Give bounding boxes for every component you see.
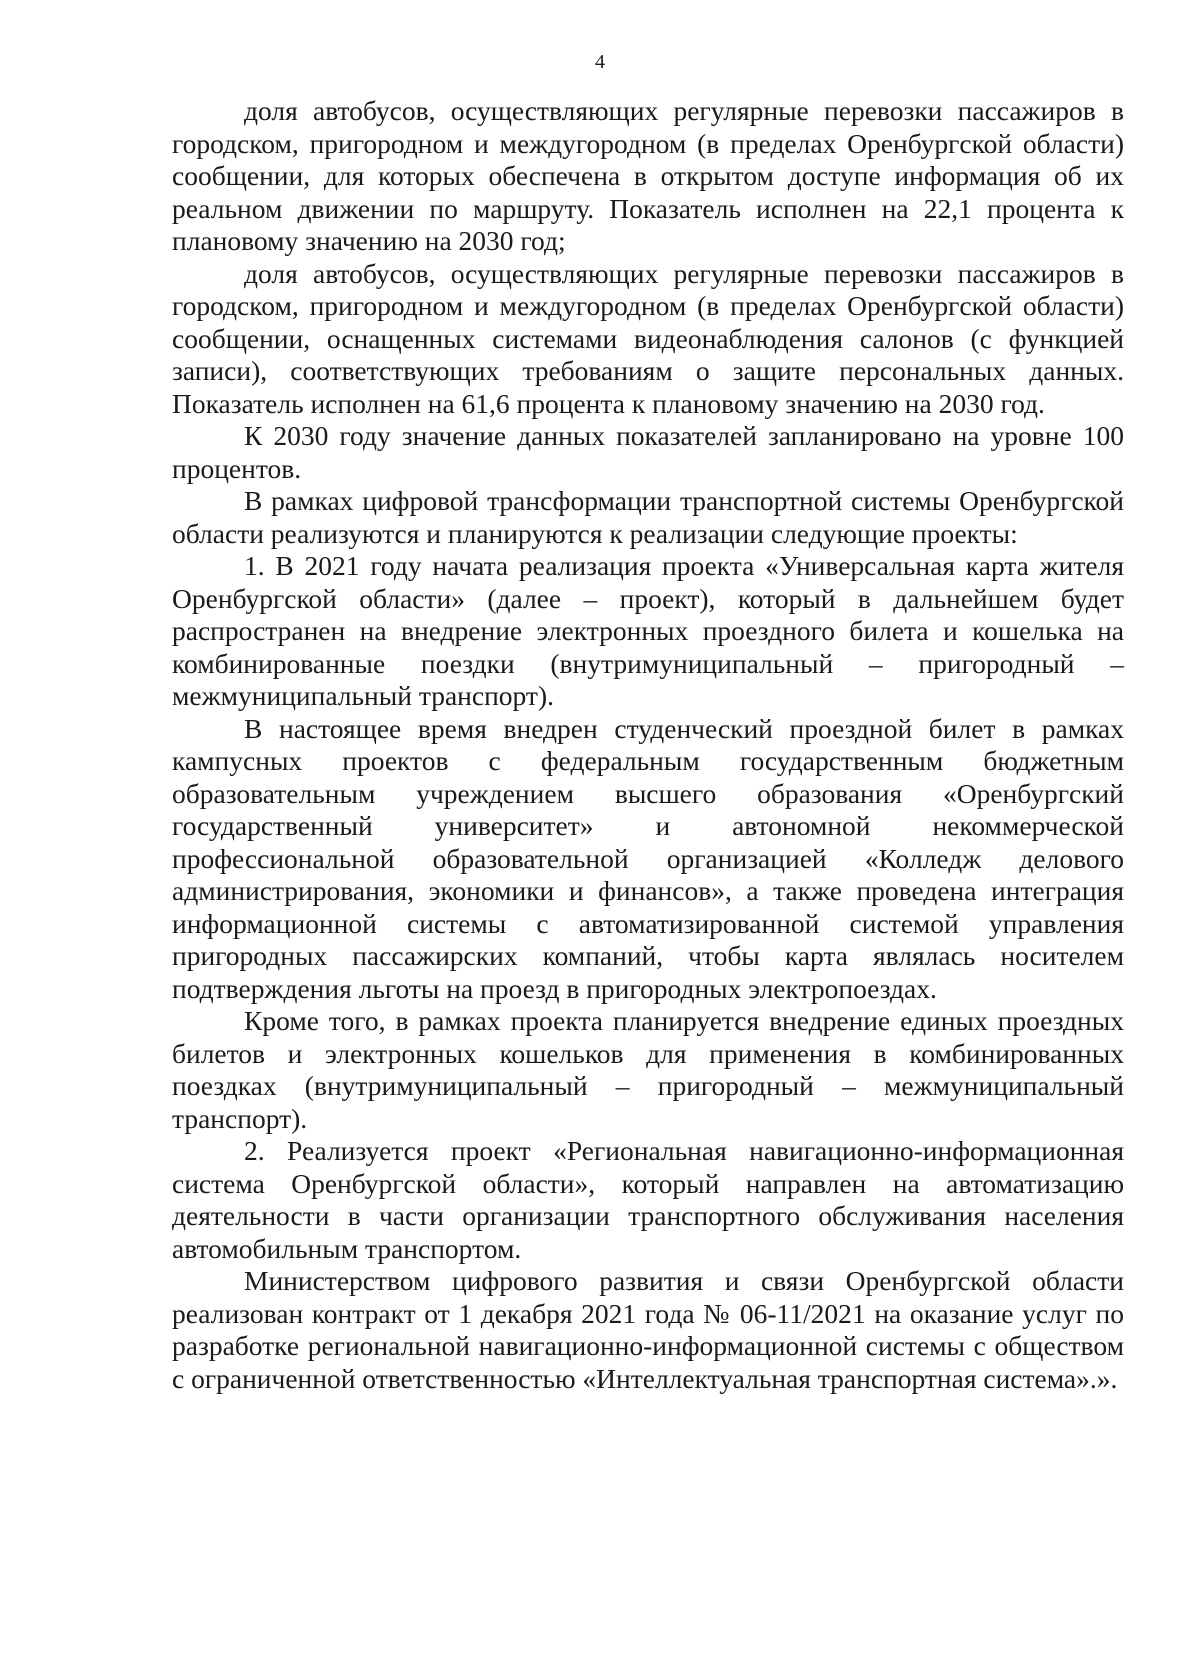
paragraph-bus-video-surveillance: доля автобусов, осуществляющих регулярные перевозки пассажиров в городском, пригородном и междугородном (в пределах Оренбургской области) сообщении, оснащенных системами видеонаблюдения салонов (с функцией записи), соответствующих требованиям о защите персональных данных. Показатель исполнен на 61,6 процента к плановому значению на 2030 год.: [172, 257, 1124, 419]
paragraph-project-navigation-system: 2. Реализуется проект «Региональная навигационно-информационная система Оренбургской области», который направлен на автоматизацию деятельности в части организации транспортного обслуживания населения автомобильным транспортом.: [172, 1135, 1124, 1264]
page-number: 4: [595, 51, 605, 73]
paragraph-target-2030: К 2030 году значение данных показателей запланировано на уровне 100 процентов.: [172, 420, 1124, 484]
paragraph-bus-realtime-info: доля автобусов, осуществляющих регулярные перевозки пассажиров в городском, пригородном и междугородном (в пределах Оренбургской области) сообщении, для которых обеспечена в открытом доступе информация об их реальном движении по маршруту. Показатель исполнен на 22,1 процента к плановому значению на 2030 год;: [172, 95, 1124, 256]
paragraph-student-pass: В настоящее время внедрен студенческий проездной билет в рамках кампусных проектов с федеральным государственным бюджетным образовательным учреждением высшего образования «Оренбургский государственный университет» и автономной некоммерческой профессиональной образовательной организацией «Колледж делового администрирования, экономики и финансов», а также проведена интеграция информационной системы с автоматизированной системой управления пригородных пассажирских компаний, чтобы карта являлась носителем подтверждения льготы на проезд в пригородных электропоездах.: [172, 712, 1124, 1004]
paragraph-project-resident-card: 1. В 2021 году начата реализация проекта «Универсальная карта жителя Оренбургской области» (далее – проект), который в дальнейшем будет распространен на внедрение электронных проездного билета и кошелька на комбинированные поездки (внутримуниципальный – пригородный – межмуниципальный транспорт).: [172, 550, 1124, 711]
paragraph-digital-transformation-intro: В рамках цифровой трансформации транспортной системы Оренбургской области реализуются и планируются к реализации следующие проекты:: [172, 485, 1124, 549]
paragraph-ministry-contract: Министерством цифрового развития и связи Оренбургской области реализован контракт от 1 декабря 2021 года № 06-11/2021 на оказание услуг по разработке региональной навигационно-информационной системы с обществом с ограниченной ответственностью «Интеллектуальная транспортная система».».: [172, 1265, 1124, 1394]
document-body: [172, 95, 1124, 1395]
paragraph-unified-tickets: Кроме того, в рамках проекта планируется внедрение единых проездных билетов и электронных кошельков для применения в комбинированных поездках (внутримуниципальный – пригородный – межмуниципальный транспорт).: [172, 1005, 1124, 1134]
